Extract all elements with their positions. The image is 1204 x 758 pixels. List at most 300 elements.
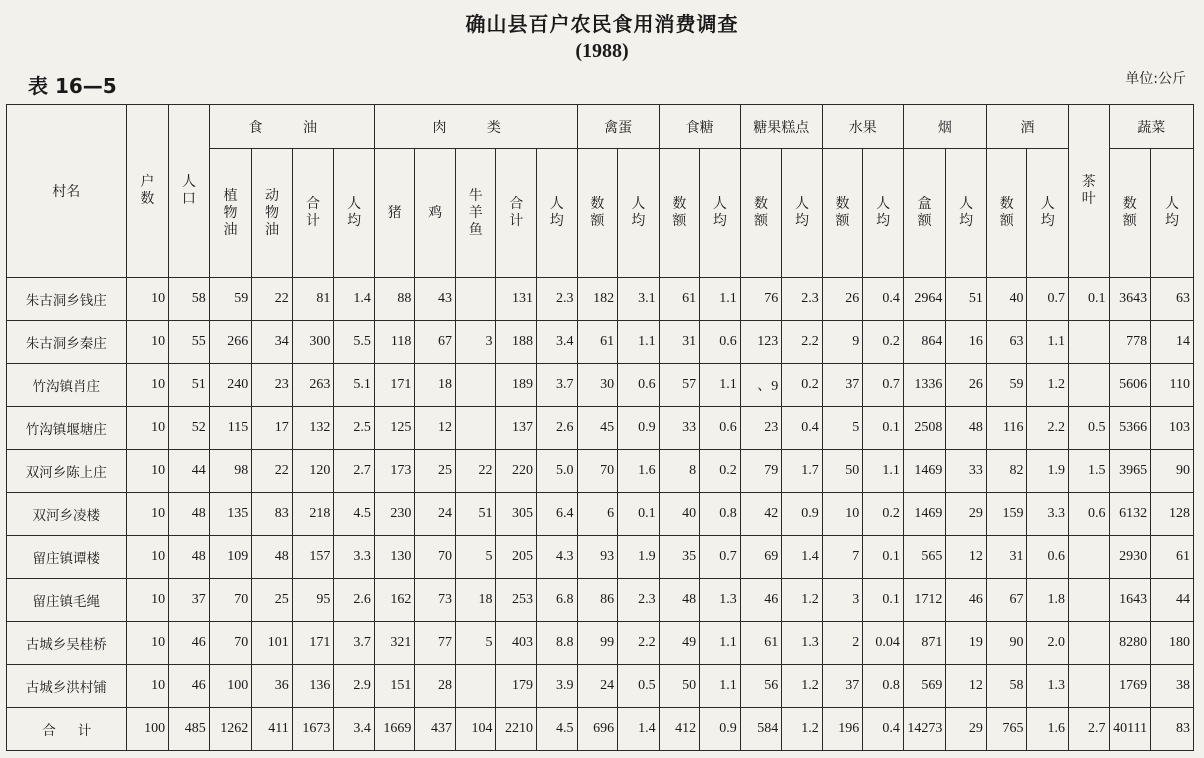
- table-cell: 266: [209, 321, 252, 364]
- table-cell: 182: [577, 278, 618, 321]
- table-row: [7, 665, 1194, 708]
- unit-label: 单位:公斤: [1125, 71, 1186, 87]
- table-cell: 70: [209, 622, 252, 665]
- table-cell: 0.6: [618, 364, 660, 407]
- header-beef-mutton-fish: 牛羊鱼: [455, 149, 496, 278]
- table-cell: 0.04: [863, 622, 904, 665]
- table-cell: 10: [126, 622, 169, 665]
- table-cell: 26: [822, 278, 863, 321]
- table-cell: 321: [374, 622, 415, 665]
- table-cell: 189: [496, 364, 537, 407]
- header-households: 户数: [126, 105, 169, 278]
- header-sugar: 食糖: [659, 105, 740, 149]
- header-liquor-amount: 数额: [986, 149, 1027, 278]
- table-cell: 1669: [374, 708, 415, 751]
- table-cell: 123: [740, 321, 782, 364]
- table-cell: 10: [126, 450, 169, 493]
- table-cell: 1.8: [1027, 579, 1069, 622]
- table-cell: 0.2: [782, 364, 823, 407]
- table-cell: 1.3: [1027, 665, 1069, 708]
- table-cell: 1712: [903, 579, 946, 622]
- header-sugar-amount: 数额: [659, 149, 700, 278]
- header-vegetables: 蔬菜: [1109, 105, 1193, 149]
- header-pork: 猪: [374, 149, 415, 278]
- table-row: [7, 364, 1194, 407]
- table-cell: 18: [415, 364, 456, 407]
- table-cell: 412: [659, 708, 700, 751]
- table-cell: 4.3: [537, 536, 578, 579]
- table-cell: 1.1: [700, 278, 741, 321]
- table-cell: 1.1: [1027, 321, 1069, 364]
- village-name-cell: 留庄镇谭楼: [7, 536, 127, 579]
- table-cell: 44: [169, 450, 210, 493]
- table-cell: 70: [209, 579, 252, 622]
- header-fruit-per-capita: 人均: [863, 149, 904, 278]
- table-cell: 864: [903, 321, 946, 364]
- header-oil-per-capita: 人均: [334, 149, 375, 278]
- table-cell: 3.4: [334, 708, 375, 751]
- table-cell: 130: [374, 536, 415, 579]
- table-cell: 137: [496, 407, 537, 450]
- table-cell: 3: [822, 579, 863, 622]
- table-cell: 34: [252, 321, 293, 364]
- table-cell: 57: [659, 364, 700, 407]
- table-cell: 70: [577, 450, 618, 493]
- table-cell: 3.3: [1027, 493, 1069, 536]
- table-cell: 63: [1151, 278, 1194, 321]
- table-cell: 31: [659, 321, 700, 364]
- table-cell: 0.1: [618, 493, 660, 536]
- table-cell: 1.3: [782, 622, 823, 665]
- header-food-oil: 食 油: [209, 105, 374, 149]
- table-cell: [1069, 321, 1110, 364]
- header-tobacco-per-capita: 人均: [946, 149, 987, 278]
- header-tobacco-boxes: 盒额: [903, 149, 946, 278]
- table-cell: 98: [209, 450, 252, 493]
- table-cell: 1.1: [700, 364, 741, 407]
- header-oil-total: 合计: [292, 149, 334, 278]
- table-cell: 411: [252, 708, 293, 751]
- table-cell: 1469: [903, 493, 946, 536]
- table-cell: 0.9: [618, 407, 660, 450]
- table-cell: 0.7: [863, 364, 904, 407]
- table-cell: 10: [822, 493, 863, 536]
- table-cell: 1.9: [1027, 450, 1069, 493]
- table-cell: 51: [946, 278, 987, 321]
- table-cell: 14273: [903, 708, 946, 751]
- table-cell: 2930: [1109, 536, 1151, 579]
- table-cell: 83: [252, 493, 293, 536]
- table-cell: 778: [1109, 321, 1151, 364]
- table-cell: 23: [252, 364, 293, 407]
- table-cell: 51: [169, 364, 210, 407]
- village-name-cell: 合计: [7, 708, 127, 751]
- table-cell: 59: [986, 364, 1027, 407]
- table-cell: 162: [374, 579, 415, 622]
- table-cell: 82: [986, 450, 1027, 493]
- table-cell: 67: [415, 321, 456, 364]
- table-cell: 2.7: [334, 450, 375, 493]
- table-cell: 2964: [903, 278, 946, 321]
- table-cell: 8280: [1109, 622, 1151, 665]
- table-cell: 46: [740, 579, 782, 622]
- table-cell: 871: [903, 622, 946, 665]
- header-tobacco: 烟: [903, 105, 986, 149]
- table-cell: 104: [455, 708, 496, 751]
- table-cell: 22: [455, 450, 496, 493]
- table-cell: 0.1: [863, 536, 904, 579]
- table-cell: 1673: [292, 708, 334, 751]
- table-cell: 79: [740, 450, 782, 493]
- table-cell: 0.1: [863, 407, 904, 450]
- table-cell: 48: [169, 536, 210, 579]
- header-eggs-amount: 数额: [577, 149, 618, 278]
- table-cell: 2: [822, 622, 863, 665]
- table-cell: 305: [496, 493, 537, 536]
- table-cell: 180: [1151, 622, 1194, 665]
- table-cell: 125: [374, 407, 415, 450]
- table-cell: 44: [1151, 579, 1194, 622]
- header-fruit-amount: 数额: [822, 149, 863, 278]
- table-cell: 33: [659, 407, 700, 450]
- table-cell: 81: [292, 278, 334, 321]
- table-cell: 0.6: [700, 321, 741, 364]
- table-cell: 55: [169, 321, 210, 364]
- table-cell: 26: [946, 364, 987, 407]
- header-meat-total: 合计: [496, 149, 537, 278]
- table-cell: 4.5: [334, 493, 375, 536]
- table-cell: [1069, 536, 1110, 579]
- table-cell: 5: [455, 622, 496, 665]
- header-vegetables-per-capita: 人均: [1151, 149, 1194, 278]
- header-vegetables-amount: 数额: [1109, 149, 1151, 278]
- table-cell: 1.4: [618, 708, 660, 751]
- header-meat: 肉 类: [374, 105, 577, 149]
- table-cell: 5.0: [537, 450, 578, 493]
- table-cell: 10: [126, 407, 169, 450]
- table-cell: 48: [659, 579, 700, 622]
- header-eggs-per-capita: 人均: [618, 149, 660, 278]
- table-cell: 35: [659, 536, 700, 579]
- table-cell: 132: [292, 407, 334, 450]
- header-sugar-per-capita: 人均: [700, 149, 741, 278]
- table-cell: 45: [577, 407, 618, 450]
- table-cell: 8.8: [537, 622, 578, 665]
- header-candy-per-capita: 人均: [782, 149, 823, 278]
- table-row: [7, 536, 1194, 579]
- table-cell: 2.2: [1027, 407, 1069, 450]
- table-cell: 37: [169, 579, 210, 622]
- table-cell: 14: [1151, 321, 1194, 364]
- table-cell: 0.7: [700, 536, 741, 579]
- table-cell: 403: [496, 622, 537, 665]
- table-cell: 131: [496, 278, 537, 321]
- table-cell: 23: [740, 407, 782, 450]
- table-cell: 171: [292, 622, 334, 665]
- table-cell: 46: [946, 579, 987, 622]
- table-cell: 3.1: [618, 278, 660, 321]
- table-cell: 253: [496, 579, 537, 622]
- table-cell: 300: [292, 321, 334, 364]
- table-row: [7, 450, 1194, 493]
- table-cell: 24: [577, 665, 618, 708]
- table-cell: 3.7: [537, 364, 578, 407]
- consumption-table: [6, 104, 1194, 751]
- table-cell: 128: [1151, 493, 1194, 536]
- village-name-cell: 双河乡凌楼: [7, 493, 127, 536]
- table-cell: 569: [903, 665, 946, 708]
- table-cell: 116: [986, 407, 1027, 450]
- table-cell: 1.4: [334, 278, 375, 321]
- table-cell: 3.4: [537, 321, 578, 364]
- table-cell: 1769: [1109, 665, 1151, 708]
- document-year: (1988): [575, 40, 629, 62]
- table-cell: 696: [577, 708, 618, 751]
- table-cell: 179: [496, 665, 537, 708]
- table-cell: 46: [169, 622, 210, 665]
- table-cell: 3965: [1109, 450, 1151, 493]
- table-cell: 10: [126, 665, 169, 708]
- table-row: [7, 407, 1194, 450]
- table-cell: 52: [169, 407, 210, 450]
- header-population: 人口: [169, 105, 210, 278]
- header-animal-oil: 动物油: [252, 149, 293, 278]
- table-cell: 2210: [496, 708, 537, 751]
- table-cell: 2.9: [334, 665, 375, 708]
- table-cell: 29: [946, 493, 987, 536]
- table-cell: 0.2: [863, 321, 904, 364]
- village-name-cell: 竹沟镇肖庄: [7, 364, 127, 407]
- table-cell: 101: [252, 622, 293, 665]
- table-cell: 5.1: [334, 364, 375, 407]
- table-cell: 1.1: [700, 622, 741, 665]
- table-cell: 0.4: [782, 407, 823, 450]
- table-cell: 76: [740, 278, 782, 321]
- table-row: [7, 278, 1194, 321]
- table-cell: 120: [292, 450, 334, 493]
- village-name-cell: 朱古洞乡秦庄: [7, 321, 127, 364]
- table-cell: 40: [986, 278, 1027, 321]
- table-cell: 1.6: [1027, 708, 1069, 751]
- table-cell: 18: [455, 579, 496, 622]
- table-cell: 2.2: [782, 321, 823, 364]
- table-cell: 2.3: [537, 278, 578, 321]
- table-cell: 0.4: [863, 278, 904, 321]
- table-cell: 51: [455, 493, 496, 536]
- village-name-cell: 朱古洞乡钱庄: [7, 278, 127, 321]
- table-cell: 22: [252, 278, 293, 321]
- table-cell: 3: [455, 321, 496, 364]
- table-cell: 2508: [903, 407, 946, 450]
- table-cell: 40111: [1109, 708, 1151, 751]
- table-cell: [1069, 665, 1110, 708]
- table-cell: 90: [1151, 450, 1194, 493]
- table-cell: 3.9: [537, 665, 578, 708]
- table-cell: 12: [946, 536, 987, 579]
- table-cell: 1.2: [782, 665, 823, 708]
- table-cell: [455, 364, 496, 407]
- table-cell: 1.3: [700, 579, 741, 622]
- table-cell: 8: [659, 450, 700, 493]
- table-cell: 584: [740, 708, 782, 751]
- table-cell: 485: [169, 708, 210, 751]
- table-cell: 3643: [1109, 278, 1151, 321]
- table-cell: 56: [740, 665, 782, 708]
- header-poultry-eggs: 禽蛋: [577, 105, 659, 149]
- table-cell: 10: [126, 278, 169, 321]
- table-cell: 30: [577, 364, 618, 407]
- table-cell: 100: [209, 665, 252, 708]
- table-cell: 565: [903, 536, 946, 579]
- table-cell: 93: [577, 536, 618, 579]
- table-cell: 0.8: [863, 665, 904, 708]
- table-cell: 1.1: [618, 321, 660, 364]
- table-cell: 0.9: [782, 493, 823, 536]
- header-veg-oil: 植物油: [209, 149, 252, 278]
- table-cell: 99: [577, 622, 618, 665]
- table-cell: 67: [986, 579, 1027, 622]
- table-cell: 0.5: [618, 665, 660, 708]
- table-cell: 77: [415, 622, 456, 665]
- table-cell: 5: [455, 536, 496, 579]
- table-cell: 110: [1151, 364, 1194, 407]
- table-cell: 0.6: [700, 407, 741, 450]
- table-cell: 6132: [1109, 493, 1151, 536]
- table-row: [7, 622, 1194, 665]
- table-cell: 3.7: [334, 622, 375, 665]
- table-cell: 16: [946, 321, 987, 364]
- table-cell: 240: [209, 364, 252, 407]
- table-cell: 61: [740, 622, 782, 665]
- village-name-cell: 双河乡陈上庄: [7, 450, 127, 493]
- table-cell: 5.5: [334, 321, 375, 364]
- header-candy-amount: 数额: [740, 149, 782, 278]
- header-meat-per-capita: 人均: [537, 149, 578, 278]
- table-cell: 2.3: [618, 579, 660, 622]
- table-cell: 69: [740, 536, 782, 579]
- table-cell: 6.8: [537, 579, 578, 622]
- table-cell: 61: [577, 321, 618, 364]
- table-row: [7, 321, 1194, 364]
- table-cell: 25: [252, 579, 293, 622]
- table-cell: 0.2: [863, 493, 904, 536]
- table-cell: 28: [415, 665, 456, 708]
- table-cell: 10: [126, 321, 169, 364]
- table-cell: 59: [209, 278, 252, 321]
- table-cell: 171: [374, 364, 415, 407]
- header-village: 村名: [7, 105, 127, 278]
- table-cell: 61: [1151, 536, 1194, 579]
- table-cell: 0.6: [1027, 536, 1069, 579]
- table-cell: 70: [415, 536, 456, 579]
- table-cell: 109: [209, 536, 252, 579]
- table-cell: 19: [946, 622, 987, 665]
- table-cell: 95: [292, 579, 334, 622]
- table-cell: [455, 278, 496, 321]
- table-cell: 0.8: [700, 493, 741, 536]
- document-title: 确山县百户农民食用消费调查: [465, 12, 739, 36]
- table-cell: 1643: [1109, 579, 1151, 622]
- table-cell: 135: [209, 493, 252, 536]
- table-cell: [1069, 579, 1110, 622]
- table-cell: 5: [822, 407, 863, 450]
- table-cell: 115: [209, 407, 252, 450]
- table-cell: 10: [126, 364, 169, 407]
- table-cell: 437: [415, 708, 456, 751]
- village-name-cell: 古城乡洪村铺: [7, 665, 127, 708]
- table-cell: 17: [252, 407, 293, 450]
- table-cell: 263: [292, 364, 334, 407]
- header-liquor: 酒: [986, 105, 1068, 149]
- village-name-cell: 古城乡吴桂桥: [7, 622, 127, 665]
- table-cell: 36: [252, 665, 293, 708]
- table-cell: 10: [126, 579, 169, 622]
- table-cell: 230: [374, 493, 415, 536]
- table-cell: [455, 665, 496, 708]
- table-cell: 86: [577, 579, 618, 622]
- table-cell: 37: [822, 665, 863, 708]
- table-cell: 3.3: [334, 536, 375, 579]
- table-cell: 58: [986, 665, 1027, 708]
- table-cell: 220: [496, 450, 537, 493]
- table-cell: 1262: [209, 708, 252, 751]
- table-cell: 1.6: [618, 450, 660, 493]
- table-cell: 10: [126, 536, 169, 579]
- table-cell: 73: [415, 579, 456, 622]
- table-cell: 0.6: [1069, 493, 1110, 536]
- table-cell: 38: [1151, 665, 1194, 708]
- table-cell: 48: [946, 407, 987, 450]
- table-cell: [1069, 364, 1110, 407]
- table-cell: 0.1: [863, 579, 904, 622]
- table-cell: 10: [126, 493, 169, 536]
- table-cell: 2.6: [537, 407, 578, 450]
- table-cell: 48: [252, 536, 293, 579]
- table-cell: 159: [986, 493, 1027, 536]
- table-cell: 100: [126, 708, 169, 751]
- table-cell: 1.1: [863, 450, 904, 493]
- village-name-cell: 留庄镇毛绳: [7, 579, 127, 622]
- table-cell: 0.1: [1069, 278, 1110, 321]
- table-cell: 6.4: [537, 493, 578, 536]
- table-cell: 2.0: [1027, 622, 1069, 665]
- table-cell: 2.2: [618, 622, 660, 665]
- table-cell: 90: [986, 622, 1027, 665]
- table-cell: 6: [577, 493, 618, 536]
- table-cell: 205: [496, 536, 537, 579]
- table-cell: 173: [374, 450, 415, 493]
- table-cell: 33: [946, 450, 987, 493]
- table-cell: 58: [169, 278, 210, 321]
- table-cell: 1.7: [782, 450, 823, 493]
- table-cell: 765: [986, 708, 1027, 751]
- table-cell: 0.4: [863, 708, 904, 751]
- header-tea: 茶叶: [1069, 105, 1110, 278]
- table-cell: 136: [292, 665, 334, 708]
- table-cell: 12: [415, 407, 456, 450]
- table-cell: 22: [252, 450, 293, 493]
- table-cell: 0.5: [1069, 407, 1110, 450]
- table-cell: 61: [659, 278, 700, 321]
- table-cell: 1.1: [700, 665, 741, 708]
- table-cell: 46: [169, 665, 210, 708]
- table-cell: 42: [740, 493, 782, 536]
- table-cell: 1.9: [618, 536, 660, 579]
- table-cell: 1.2: [782, 579, 823, 622]
- village-name-cell: 竹沟镇堰塘庄: [7, 407, 127, 450]
- table-cell: 12: [946, 665, 987, 708]
- table-cell: 31: [986, 536, 1027, 579]
